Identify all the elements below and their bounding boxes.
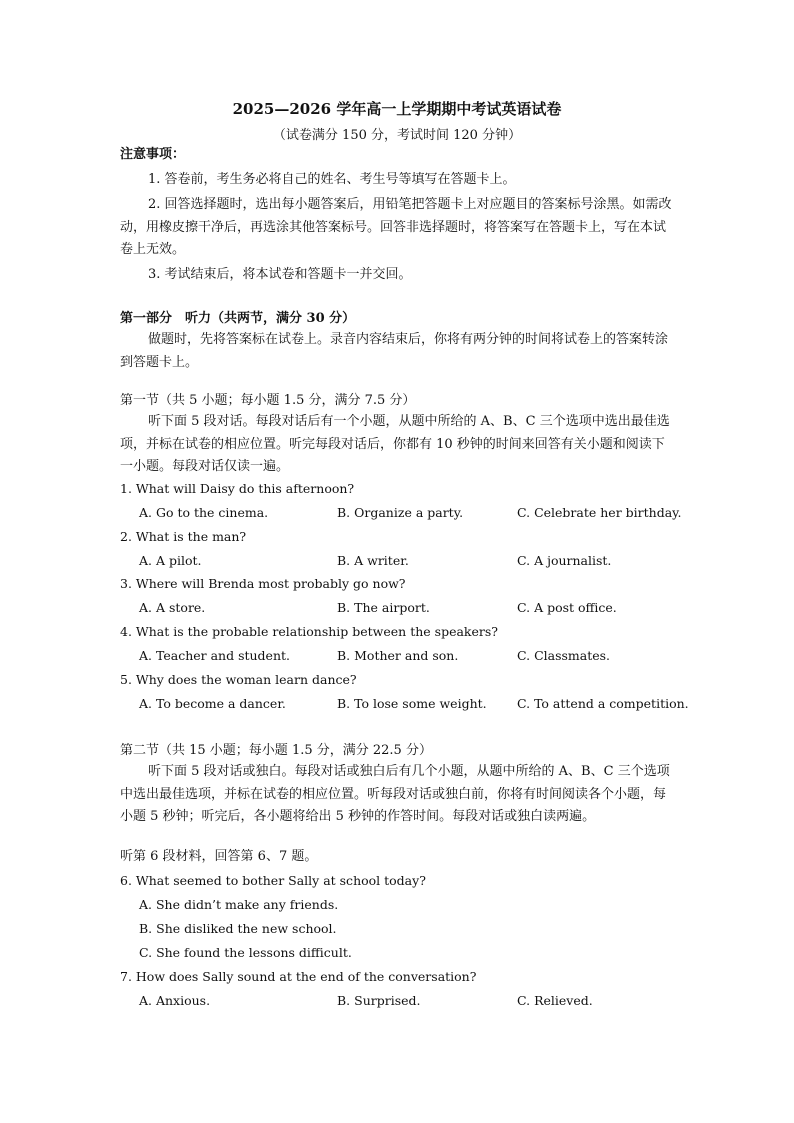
option-b: B. The airport. <box>337 600 430 615</box>
option-c: C. To attend a competition. <box>517 696 689 711</box>
notes-item-3: 3. 考试结束后，将本试卷和答题卡一并交回。 <box>148 267 412 282</box>
option-a: A. A store. <box>139 600 206 615</box>
section1-heading: 第一节（共 5 小题；每小题 1.5 分，满分 7.5 分） <box>120 393 416 408</box>
option-a: A. To become a dancer. <box>139 696 286 711</box>
part1-heading: 第一部分 听力（共两节，满分 30 分） <box>120 311 356 326</box>
section2-instruction: 听下面 5 段对话或独白。每段对话或独白后有几个小题，从题中所给的 A、B、C 三个选项中选出最佳选项，并标在试卷的相应位置。听每段对话或独白前，你将有时间阅读各个小题，每小题 5 秒钟；听完后，各小题将给出 5 秒钟的作答时间。每段对话或独白读两遍。 <box>120 764 670 824</box>
exam-subtitle: （试卷满分 150 分，考试时间 120 分钟） <box>272 128 522 143</box>
option-c: C. Celebrate her birthday. <box>517 505 682 520</box>
option-a: A. A pilot. <box>139 553 202 568</box>
question-stem: 1. What will Daisy do this afternoon? <box>120 481 355 496</box>
option-a: A. Anxious. <box>139 993 211 1008</box>
option-c: C. She found the lessons difficult. <box>139 945 352 960</box>
exam-title: 2025—2026 学年高一上学期期中考试英语试卷 <box>232 100 562 118</box>
question-stem: 3. Where will Brenda most probably go now? <box>120 576 406 591</box>
section2-heading: 第二节（共 15 小题；每小题 1.5 分，满分 22.5 分） <box>120 743 432 758</box>
option-c: C. A post office. <box>517 600 617 615</box>
question-stem: 6. What seemed to bother Sally at school today? <box>120 873 426 888</box>
option-b: B. Mother and son. <box>337 648 459 663</box>
question-stem: 4. What is the probable relationship between the speakers? <box>120 624 498 639</box>
section1-instruction: 听下面 5 段对话。每段对话后有一个小题，从题中所给的 A、B、C 三个选项中选出最佳选项，并标在试卷的相应位置。听完每段对话后，你都有 10 秒钟的时间来回答有关小题和阅读下一小题。每段对话仅读一遍。 <box>120 414 670 474</box>
notes-item-1: 1. 答卷前，考生务必将自己的姓名、考生号等填写在答题卡上。 <box>148 172 516 187</box>
option-b: B. She disliked the new school. <box>139 921 337 936</box>
option-b: B. A writer. <box>337 553 409 568</box>
question-stem: 7. How does Sally sound at the end of the conversation? <box>120 969 477 984</box>
notes-item-2: 2. 回答选择题时，选出每小题答案后，用铅笔把答题卡上对应题目的答案标号涂黑。如需改动，用橡皮擦干净后，再选涂其他答案标号。回答非选择题时，将答案写在答题卡上，写在本试卷上无效。 <box>120 197 672 257</box>
option-a: A. Go to the cinema. <box>139 505 269 520</box>
part1-instruction: 做题时，先将答案标在试卷上。录音内容结束后，你将有两分钟的时间将试卷上的答案转涂到答题卡上。 <box>120 332 669 370</box>
option-c: C. Classmates. <box>517 648 611 663</box>
question-stem: 2. What is the man? <box>120 529 247 544</box>
option-c: C. Relieved. <box>517 993 593 1008</box>
question-stem: 5. Why does the woman learn dance? <box>120 672 357 687</box>
option-b: B. Organize a party. <box>337 505 464 520</box>
material-note: 听第 6 段材料，回答第 6、7 题。 <box>120 849 318 864</box>
notes-heading: 注意事项： <box>120 147 186 162</box>
option-a: A. She didn’t make any friends. <box>139 897 339 912</box>
option-b: B. Surprised. <box>337 993 421 1008</box>
option-c: C. A journalist. <box>517 553 612 568</box>
option-a: A. Teacher and student. <box>139 648 291 663</box>
option-b: B. To lose some weight. <box>337 696 487 711</box>
